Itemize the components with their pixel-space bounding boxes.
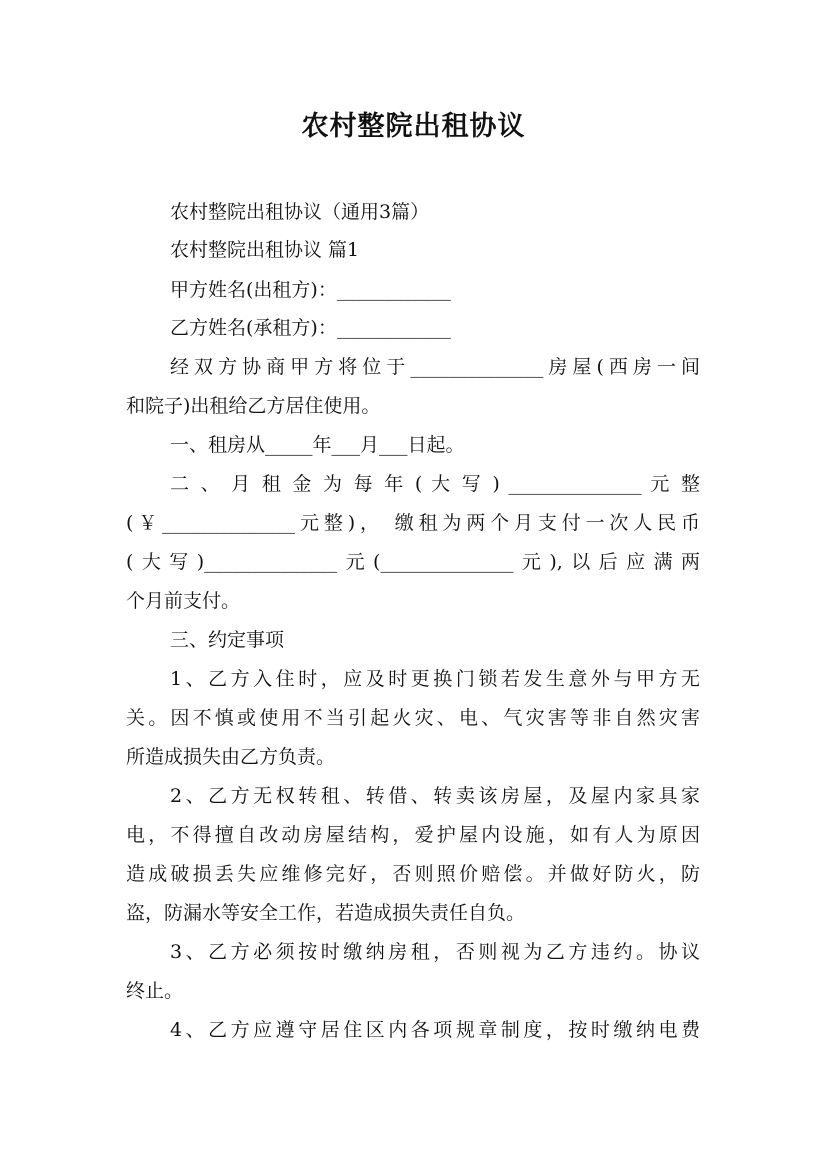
party-a-line: 甲方姓名(出租方)：____________ [170, 279, 451, 301]
clause-line: 一、租房从_____年___月___日起。 [170, 434, 465, 456]
document-title: 农村整院出租协议 [301, 111, 526, 142]
paragraph-line: 造成破损丢失应维修完好，否则照价赔偿。并做好防火，防 [126, 863, 700, 885]
paragraph-line: 个月前支付。 [126, 590, 241, 612]
paragraph-line: (￥______________元整)， 缴租为两个月支付一次人民币 [126, 512, 700, 534]
paragraph-line: 关。因不慎或使用不当引起火灾、电、气灾害等非自然灾害 [126, 707, 700, 729]
paragraph-line: 终止。 [126, 980, 184, 1002]
subtitle-line: 农村整院出租协议（通用3篇） [170, 201, 430, 223]
paragraph-line: 所造成损失由乙方负责。 [126, 746, 336, 768]
paragraph-line: 电，不得擅自改动房屋结构，爱护屋内设施，如有人为原因 [126, 824, 700, 846]
paragraph-line: (大写)______________元(______________元),以后应满两 [126, 551, 700, 573]
section-heading: 农村整院出租协议 篇1 [170, 239, 360, 261]
paragraph-line: 和院子)出租给乙方居住使用。 [126, 395, 381, 417]
party-b-line: 乙方姓名(承租方)：____________ [170, 317, 451, 339]
paragraph-line: 盗，防漏水等安全工作，若造成损失责任自负。 [126, 902, 526, 924]
clause-line: 4、乙方应遵守居住区内各项规章制度，按时缴纳电费 [170, 1019, 700, 1041]
paragraph-line: 经双方协商甲方将位于______________房屋(西房一间 [170, 356, 700, 378]
clause-line: 3、乙方必须按时缴纳房租，否则视为乙方违约。协议 [170, 941, 700, 963]
clause-line: 二 、 月 租 金 为 每 年 ( 大 写 ) ______________ 元 整 [170, 473, 700, 495]
clause-line: 1、乙方入住时，应及时更换门锁若发生意外与甲方无 [170, 668, 700, 690]
clause-line: 2、乙方无权转租、转借、转卖该房屋，及屋内家具家 [170, 785, 700, 807]
section-heading: 三、约定事项 [170, 629, 285, 651]
